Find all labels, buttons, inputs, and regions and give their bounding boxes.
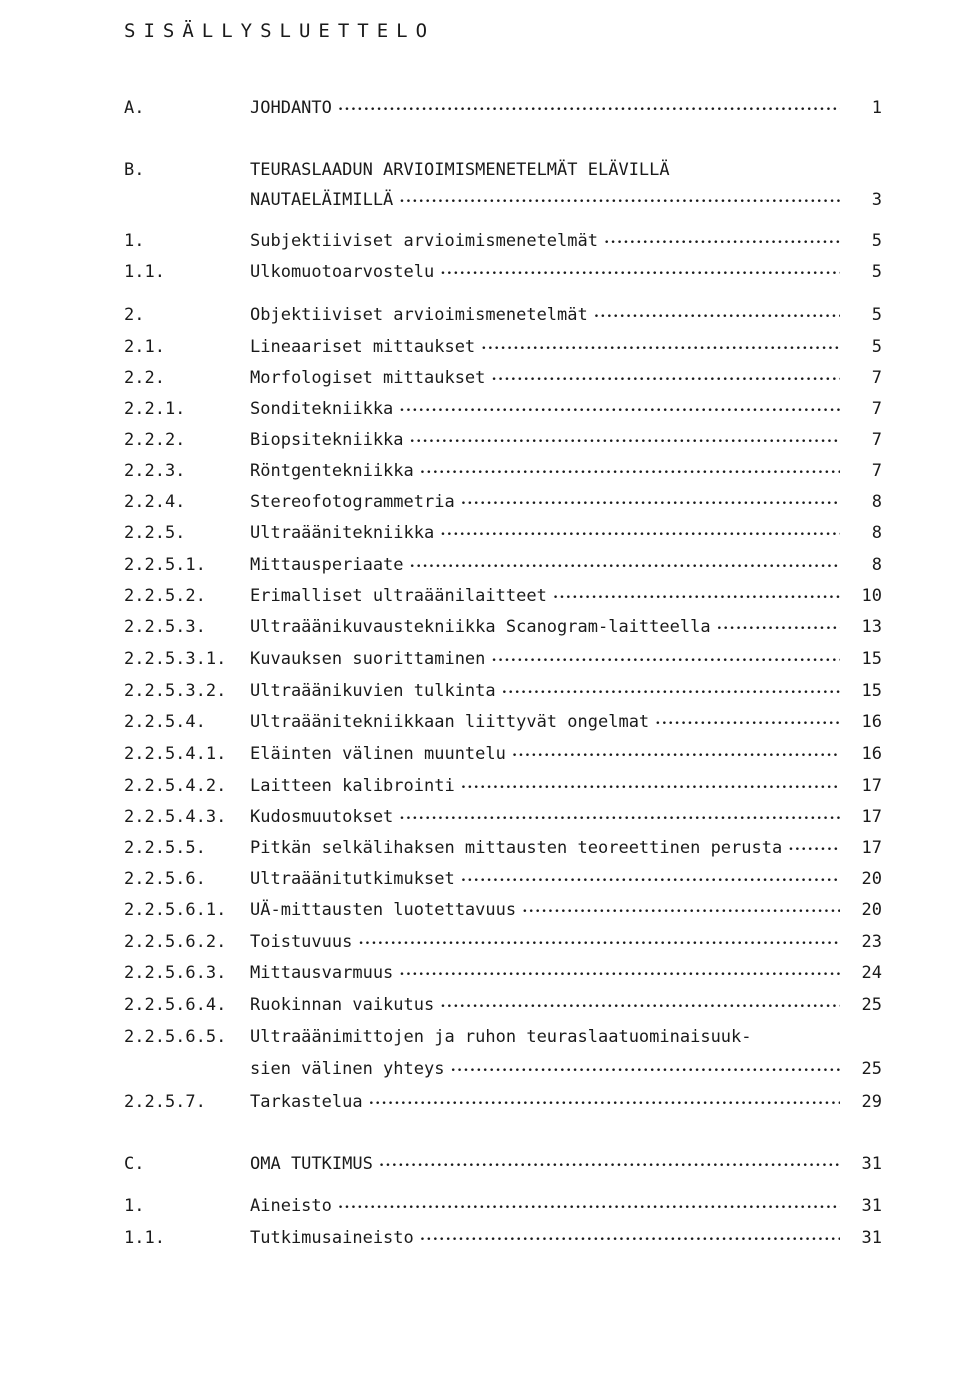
toc-entry-number: 2.2.5.6.5. — [124, 1027, 227, 1047]
toc-entry-title: Eläinten välinen muuntelu — [250, 744, 506, 764]
dot-leader — [410, 552, 840, 580]
toc-entry — [0, 396, 960, 422]
toc-entry — [0, 187, 960, 213]
toc-entry-text-wrap — [250, 678, 840, 706]
dot-leader — [655, 709, 840, 737]
toc-entry-page-number: 31 — [861, 1154, 882, 1174]
toc-entry — [0, 427, 960, 453]
dot-leader — [788, 835, 840, 863]
toc-entry — [0, 741, 960, 767]
dot-leader — [399, 960, 840, 988]
toc-entry — [0, 489, 960, 515]
toc-entry-page-number: 7 — [871, 368, 882, 388]
toc-entry-number: 2.2.5.5. — [124, 838, 206, 858]
toc-entry-page-number: 17 — [861, 807, 882, 827]
toc-entry-title: Kudosmuutokset — [250, 807, 394, 827]
toc-entry-text-wrap — [250, 583, 840, 611]
toc-entry-page-number: 1 — [871, 98, 882, 118]
toc-entry-text-wrap — [250, 95, 840, 123]
toc-entry-text-wrap — [250, 804, 840, 832]
toc-entry-page-number: 16 — [861, 744, 882, 764]
dot-leader — [461, 489, 840, 517]
toc-entry-title: Erimalliset ultraäänilaitteet — [250, 586, 547, 606]
toc-entry-text-wrap — [250, 1225, 840, 1253]
toc-entry-title: Biopsitekniikka — [250, 430, 404, 450]
toc-entry-title: Tutkimusaineisto — [250, 1228, 414, 1248]
toc-entry-title: Subjektiiviset arvioimismenetelmät — [250, 231, 598, 251]
dot-leader — [604, 228, 840, 256]
toc-entry-page-number: 31 — [861, 1196, 882, 1216]
toc-entry-page-number: 5 — [871, 231, 882, 251]
toc-entry-title: Ulkomuotoarvostelu — [250, 262, 435, 282]
toc-entry-title: Ultraäänitekniikka — [250, 523, 435, 543]
toc-entry-page-number: 24 — [861, 963, 882, 983]
dot-leader — [440, 520, 840, 548]
toc-entry-number: 2.2.5.2. — [124, 586, 206, 606]
toc-entry-text-wrap — [250, 302, 840, 330]
toc-entry-text-wrap — [250, 427, 840, 455]
dot-leader — [491, 365, 840, 393]
toc-entry — [0, 646, 960, 672]
toc-entry — [0, 678, 960, 704]
toc-entry-title: Lineaariset mittaukset — [250, 337, 476, 357]
dot-leader — [379, 1151, 840, 1179]
toc-entry-number: 2.2.3. — [124, 461, 186, 481]
toc-entry-text-wrap — [250, 614, 840, 642]
toc-entry-page-number: 15 — [861, 681, 882, 701]
toc-entry-number: 2.2.5.4.3. — [124, 807, 227, 827]
dot-leader — [481, 334, 840, 362]
dot-leader — [338, 95, 840, 123]
toc-entry-number: 2.2.5.4. — [124, 712, 206, 732]
toc-entry-page-number: 20 — [861, 900, 882, 920]
toc-entry-number: 2.2.5.6.4. — [124, 995, 227, 1015]
toc-entry — [0, 614, 960, 640]
toc-entry-text-wrap — [250, 334, 840, 362]
toc-entry — [0, 835, 960, 861]
dot-leader — [461, 866, 840, 894]
toc-entry-title: JOHDANTO — [250, 98, 332, 118]
toc-entry-number: 2.2.4. — [124, 492, 186, 512]
toc-entry-page-number: 13 — [861, 617, 882, 637]
toc-entry-title: Röntgentekniikka — [250, 461, 414, 481]
toc-entry — [0, 583, 960, 609]
toc-entry-title: Ultraäänitekniikkaan liittyvät ongelmat — [250, 712, 650, 732]
toc-entry — [0, 960, 960, 986]
toc-entry-title: Mittausperiaate — [250, 555, 404, 575]
toc-entry-number: 1.1. — [124, 1228, 165, 1248]
toc-entry-text-wrap — [250, 646, 840, 674]
toc-entry-title: Pitkän selkälihaksen mittausten teoreettinen perusta — [250, 838, 783, 858]
toc-entry-number: 2.2.5.3.1. — [124, 649, 227, 669]
toc-entry-number: 1. — [124, 231, 145, 251]
toc-entry-title: Ruokinnan vaikutus — [250, 995, 435, 1015]
toc-entry-number: A. — [124, 98, 145, 118]
toc-entry-number: 2.2. — [124, 368, 165, 388]
dot-leader — [420, 458, 840, 486]
toc-entry-page-number: 7 — [871, 461, 882, 481]
toc-entry-text-wrap — [250, 773, 840, 801]
dot-leader — [512, 741, 840, 769]
dot-leader — [358, 929, 840, 957]
dot-leader — [410, 427, 840, 455]
toc-entry-title: TEURASLAADUN ARVIOIMISMENETELMÄT ELÄVILLÄ — [250, 160, 670, 180]
toc-entry-page-number: 8 — [871, 492, 882, 512]
toc-entry-number: 2.2.5.6. — [124, 869, 206, 889]
toc-entry-number: 2.2.1. — [124, 399, 186, 419]
toc-entry-page-number: 7 — [871, 430, 882, 450]
toc-entry-page-number: 25 — [861, 995, 882, 1015]
toc-entry-number: 2.2.2. — [124, 430, 186, 450]
toc-entry-title: Aineisto — [250, 1196, 332, 1216]
dot-leader — [440, 992, 840, 1020]
toc-entry-title: Laitteen kalibrointi — [250, 776, 455, 796]
dot-leader — [717, 614, 840, 642]
toc-entry-page-number: 5 — [871, 305, 882, 325]
toc-entry-text-wrap — [250, 709, 840, 737]
toc-entry-number: 2.2.5.3.2. — [124, 681, 227, 701]
toc-entry-page-number: 23 — [861, 932, 882, 952]
toc-entry — [0, 709, 960, 735]
toc-entry-text-wrap — [250, 1193, 840, 1221]
toc-entry-page-number: 15 — [861, 649, 882, 669]
toc-entry-text-wrap — [250, 866, 840, 894]
toc-entry-title: Ultraäänikuvien tulkinta — [250, 681, 496, 701]
toc-entry-number: 2.2.5.6.3. — [124, 963, 227, 983]
toc-entry-number: B. — [124, 160, 145, 180]
toc-entry-text-wrap — [250, 1024, 840, 1050]
toc-entry-title: Kuvauksen suorittaminen — [250, 649, 486, 669]
toc-entry-page-number: 5 — [871, 337, 882, 357]
toc-entry-title: OMA TUTKIMUS — [250, 1154, 373, 1174]
toc-entry — [0, 773, 960, 799]
toc-entry-text-wrap — [250, 157, 840, 183]
toc-entry-page-number: 16 — [861, 712, 882, 732]
dot-leader — [450, 1056, 840, 1084]
dot-leader — [491, 646, 840, 674]
toc-entry-text-wrap — [250, 520, 840, 548]
toc-entry-page-number: 3 — [871, 190, 882, 210]
toc-entry-text-wrap — [250, 960, 840, 988]
toc-entry-title: Objektiiviset arvioimismenetelmät — [250, 305, 588, 325]
toc-entry-text-wrap — [250, 552, 840, 580]
toc-entry-number: 2. — [124, 305, 145, 325]
toc-entry-title: Morfologiset mittaukset — [250, 368, 486, 388]
toc-entry — [0, 866, 960, 892]
dot-leader — [399, 396, 840, 424]
toc-entry-page-number: 17 — [861, 838, 882, 858]
dot-leader — [594, 302, 840, 330]
toc-entry — [0, 1225, 960, 1251]
dot-leader — [338, 1193, 840, 1221]
toc-entry-text-wrap — [250, 458, 840, 486]
toc-entry-text-wrap — [250, 396, 840, 424]
toc-entry-number: 1.1. — [124, 262, 165, 282]
toc-entry — [0, 1024, 960, 1050]
toc-entry-number: 2.2.5.4.2. — [124, 776, 227, 796]
dot-leader — [502, 678, 840, 706]
toc-entry-text-wrap — [250, 489, 840, 517]
toc-entry — [0, 228, 960, 254]
toc-entry — [0, 458, 960, 484]
dot-leader — [553, 583, 840, 611]
toc-entry-number: 2.2.5.6.2. — [124, 932, 227, 952]
toc-entry-number: 2.2.5.1. — [124, 555, 206, 575]
toc-entry-text-wrap — [250, 741, 840, 769]
toc-entry — [0, 157, 960, 183]
toc-entry-text-wrap — [250, 259, 840, 287]
toc-entry — [0, 259, 960, 285]
toc-entry-title: Ultraäänikuvaustekniikka Scanogram-laitteella — [250, 617, 711, 637]
toc-entry — [0, 897, 960, 923]
toc-entry — [0, 804, 960, 830]
toc-entry-title: sien välinen yhteys — [250, 1059, 445, 1079]
toc-entry-title: Sonditekniikka — [250, 399, 394, 419]
toc-entry-number: 2.2.5. — [124, 523, 186, 543]
toc-entry-page-number: 7 — [871, 399, 882, 419]
toc-entry — [0, 1193, 960, 1219]
toc-entry-text-wrap — [250, 929, 840, 957]
toc-entry-page-number: 5 — [871, 262, 882, 282]
toc-entry — [0, 520, 960, 546]
toc-entry-title: UÄ-mittausten luotettavuus — [250, 900, 517, 920]
toc-entry — [0, 552, 960, 578]
toc-entry-text-wrap — [250, 1056, 840, 1084]
toc-entry-text-wrap — [250, 228, 840, 256]
toc-entry-text-wrap — [250, 897, 840, 925]
toc-entry — [0, 334, 960, 360]
toc-entry — [0, 992, 960, 1018]
toc-entry-page-number: 29 — [861, 1092, 882, 1112]
dot-leader — [399, 804, 840, 832]
toc-entry-text-wrap — [250, 365, 840, 393]
toc-entry-text-wrap — [250, 1089, 840, 1117]
toc-entry-title: Tarkastelua — [250, 1092, 363, 1112]
dot-leader — [420, 1225, 840, 1253]
toc-entry — [0, 302, 960, 328]
toc-entry-number: 2.2.5.7. — [124, 1092, 206, 1112]
toc-entry — [0, 929, 960, 955]
dot-leader — [522, 897, 840, 925]
dot-leader — [440, 259, 840, 287]
dot-leader — [461, 773, 840, 801]
toc-entry-number: 2.2.5.6.1. — [124, 900, 227, 920]
toc-entry-page-number: 8 — [871, 555, 882, 575]
toc-entry — [0, 1089, 960, 1115]
toc-entry-title: Ultraäänitutkimukset — [250, 869, 455, 889]
toc-entry — [0, 95, 960, 121]
toc-entry-page-number: 10 — [861, 586, 882, 606]
toc-entry-text-wrap — [250, 835, 840, 863]
toc-entry — [0, 1151, 960, 1177]
toc-entry — [0, 365, 960, 391]
toc-entry-number: 1. — [124, 1196, 145, 1216]
toc-entry — [0, 1056, 960, 1082]
toc-entry-title: Ultraäänimittojen ja ruhon teuraslaatuominaisuuk- — [250, 1027, 752, 1047]
toc-entry-page-number: 17 — [861, 776, 882, 796]
toc-entry-number: 2.2.5.4.1. — [124, 744, 227, 764]
toc-entry-number: C. — [124, 1154, 145, 1174]
toc-entry-title: Stereofotogrammetria — [250, 492, 455, 512]
toc-entry-page-number: 25 — [861, 1059, 882, 1079]
toc-entry-page-number: 20 — [861, 869, 882, 889]
toc-entry-page-number: 8 — [871, 523, 882, 543]
toc-entry-text-wrap — [250, 992, 840, 1020]
toc-entry-page-number: 31 — [861, 1228, 882, 1248]
toc-entry-title: NAUTAELÄIMILLÄ — [250, 190, 394, 210]
toc-entry-text-wrap — [250, 187, 840, 215]
toc-entry-title: Mittausvarmuus — [250, 963, 394, 983]
toc-entry-title: Toistuvuus — [250, 932, 353, 952]
dot-leader — [369, 1089, 840, 1117]
page-title: SISÄLLYSLUETTELO — [124, 20, 436, 42]
toc-entry-number: 2.2.5.3. — [124, 617, 206, 637]
toc-entry-text-wrap — [250, 1151, 840, 1179]
toc-entry-number: 2.1. — [124, 337, 165, 357]
dot-leader — [399, 187, 840, 215]
